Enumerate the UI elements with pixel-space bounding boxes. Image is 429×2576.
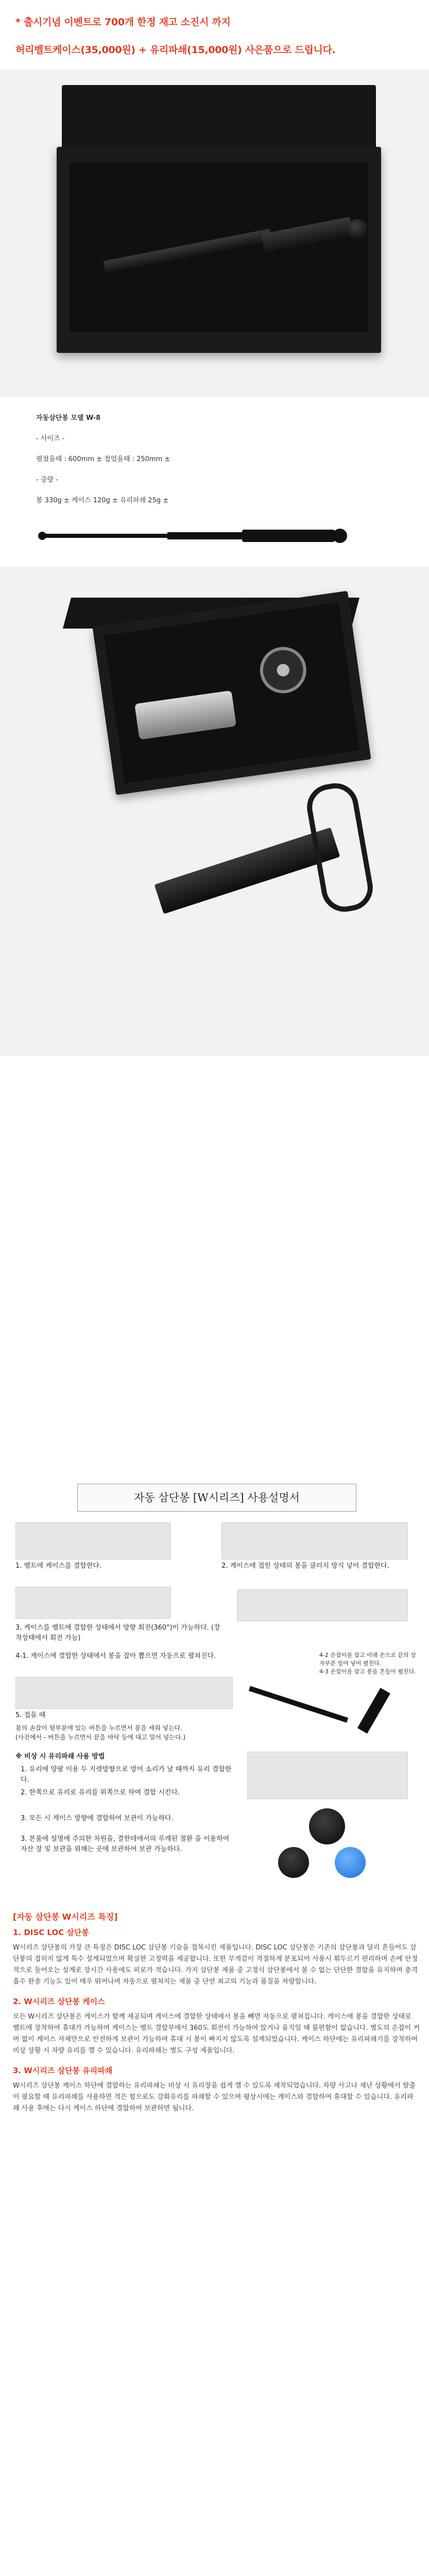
manual-glass-2: 2. 한쪽으로 유리로 유리를 위쪽으로 하여 결합 시킨다. bbox=[21, 1789, 180, 1797]
manual-step-4: 4-1. 케이스에 결합한 상태에서 봉을 잡아 뽑으면 자동으로 펼쳐진다. bbox=[15, 1652, 216, 1660]
feature-1-body: W시리즈 삼단봉의 가장 큰 특징은 DISC LOC 삼단봉 기술을 접목시킨 제품입니다. DISC LOC 삼단봉은 기존의 삼단봉과 달리 흔들어도 삼단봉의 접히지 않게 특수 설계되었으며 확실한 고정력을 제공합니다. 또한 무게감이 적절하게 분포되어 사용시 휘두르기 편리하며 손에 안정적으로 들어오는 설계로 장시간 사용에도 피로가 적습니다. 가지 삼단봉 제품 중 고정식 삼단봉에서 볼 수 없는 단단한 결합을 유지하며 충격 흡수 완충 기능도 있어 매우 뛰어나며 자동으로 펼쳐지는 제품 중 단연 최고의 기능과 품질을 자랑합니다. bbox=[13, 1944, 418, 1986]
feature-info bbox=[13, 1911, 420, 2123]
promo-banner bbox=[0, 0, 429, 70]
manual-step-4b: 4-2 손잡이를 잡고 아래 손으로 끝의 상자부분 밀어 넣어 펼친다. 4-3 손잡이를 잡고 봉을 흔들어 펼친다. bbox=[319, 1652, 416, 1675]
gift-box bbox=[57, 147, 381, 353]
manual-glass-title: ※ 비상 시 유리파쇄 사용 방법 bbox=[15, 1753, 105, 1760]
spec-size-label: - 사이즈 - bbox=[36, 435, 65, 443]
box-lid bbox=[62, 85, 376, 152]
manual-photo-glass bbox=[247, 1752, 408, 1799]
feature-1-title: 1. DISC LOC 삼단봉 bbox=[13, 1928, 89, 1937]
gift-box bbox=[92, 591, 371, 795]
feature-2-title: 2. W시리즈 삼단봉 케이스 bbox=[13, 1997, 105, 2006]
glass-breaker-top bbox=[309, 1808, 345, 1844]
spec-weight-line: 봉 330g ± 케이스 120g ± 유리파쇄 25g ± bbox=[36, 497, 169, 504]
glass-breaker-blue bbox=[335, 1847, 366, 1878]
manual-step-2: 2. 케이스에 접힌 상태의 봉을 클러치 방식 넣어 결합한다. bbox=[221, 1562, 389, 1570]
manual-photo-rotate bbox=[15, 1587, 171, 1619]
manual-title: 자동 삼단봉 [W시리즈] 사용설명서 bbox=[77, 1484, 356, 1512]
manual-step-3: 3. 케이스를 벨트에 결합한 상태에서 방향 회전(360°)이 가능하다. (장착상태에서 회전 가능) bbox=[15, 1624, 220, 1642]
spec-section bbox=[0, 397, 429, 567]
product-photo-box-case bbox=[0, 567, 429, 1056]
feature-heading: [자동 삼단봉 W시리즈 특징] bbox=[13, 1912, 118, 1922]
spec-model-title: 자동삼단봉 모델 W-8 bbox=[36, 414, 101, 422]
wrist-strap bbox=[303, 779, 376, 916]
baton-diagram bbox=[36, 520, 355, 551]
manual-photo-case bbox=[221, 1522, 408, 1560]
manual-step-5-desc: 봉의 손잡이 뒷부분에 있는 버튼을 누르면서 봉을 세워 넣는다. (사진에서 - 버튼을 누르면서 끝을 바닥 등에 대고 밀어 넣는다.) bbox=[15, 1724, 186, 1741]
product-photo-box-baton bbox=[0, 70, 429, 397]
feature-2-body: 모든 W시리즈 삼단봉은 케이스가 함께 제공되며 케이스에 결합한 상태에서 봉을 빼면 자동으로 펼쳐집니다. 케이스에 봉을 결합한 상태로 벨트에 장착하여 휴대가 가능하며 케이스는 벨트 결합부에서 360도 회전이 가능하여 앉거나 움직일 때 불편함이 없습니다. 별도의 손잡이 커버 없이 케이스 자체만으로 안전하게 보관이 가능하며 휴대 시 봉이 빠지지 않도록 설계되었습니다. 케이스 하단에는 유리파쇄기를 장착하여 비상 상황 시 차량 유리를 깰 수 있습니다. 유리파쇄는 별도 구성 제품입니다. bbox=[13, 2013, 420, 2055]
feature-3-title: 3. W시리즈 삼단봉 유리파쇄 bbox=[13, 2066, 113, 2075]
manual-baton-drawing bbox=[242, 1680, 412, 1736]
manual-step-1: 1. 벨트에 케이스를 결합한다. bbox=[15, 1562, 102, 1570]
baton-cap bbox=[348, 219, 367, 239]
manual-photo-belt bbox=[15, 1522, 171, 1560]
manual-glass-1: 1. 유리에 양팔 이용 두 지렛방향으로 방어 소리가 날 때까지 유리 결합한다. bbox=[21, 1766, 232, 1784]
glass-breaker-side bbox=[278, 1847, 309, 1878]
manual-glass-3: 3. 모든 시 케이스 방향에 결합하여 보관이 가능하다. bbox=[21, 1815, 174, 1822]
feature-3-body: W시리즈 삼단봉 케이스 하단에 결합하는 유리파쇄는 비상 시 유리창을 쉽게 깰 수 있도록 제작되었습니다. 차량 사고나 재난 상황에서 탈출이 필요할 때 유리파쇄를 사용하면 적은 힘으로도 강화유리를 파쇄할 수 있으며 평상시에는 케이스와 결합하여 휴대할 수 있습니다. 유리파쇄 사용 후에는 다시 케이스 하단에 결합하여 보관하면 됩니다. bbox=[13, 2082, 416, 2112]
spec-size-line: 펼쳤을때 : 600mm ± 접었을때 : 250mm ± bbox=[36, 455, 170, 463]
manual-photo-pull bbox=[15, 1677, 233, 1709]
manual-glass-4: 3. 본품에 설명에 주의한 차원을, 결한테에서의 루캐된 절환 을 이용하여 자산 장 및 보관을 위해는 곳에 보관하여 보관 가능하다. bbox=[21, 1835, 230, 1853]
box-foam bbox=[104, 602, 359, 783]
batons-open-illustration bbox=[0, 2514, 429, 2576]
manual-photo-belt-case bbox=[237, 1589, 408, 1621]
product-photo-batons-open bbox=[0, 2514, 429, 2576]
manual-step-5: 5. 접을 때 bbox=[15, 1711, 46, 1719]
promo-line-1: * 출시기념 이벤트로 700개 한정 재고 소진시 까지 bbox=[15, 16, 231, 28]
promo-line-2: 허리벨트케이스(35,000원) + 유리파쇄(15,000원) 사은품으로 드립니다. bbox=[15, 44, 336, 56]
spec-weight-label: - 중량 - bbox=[36, 476, 58, 484]
